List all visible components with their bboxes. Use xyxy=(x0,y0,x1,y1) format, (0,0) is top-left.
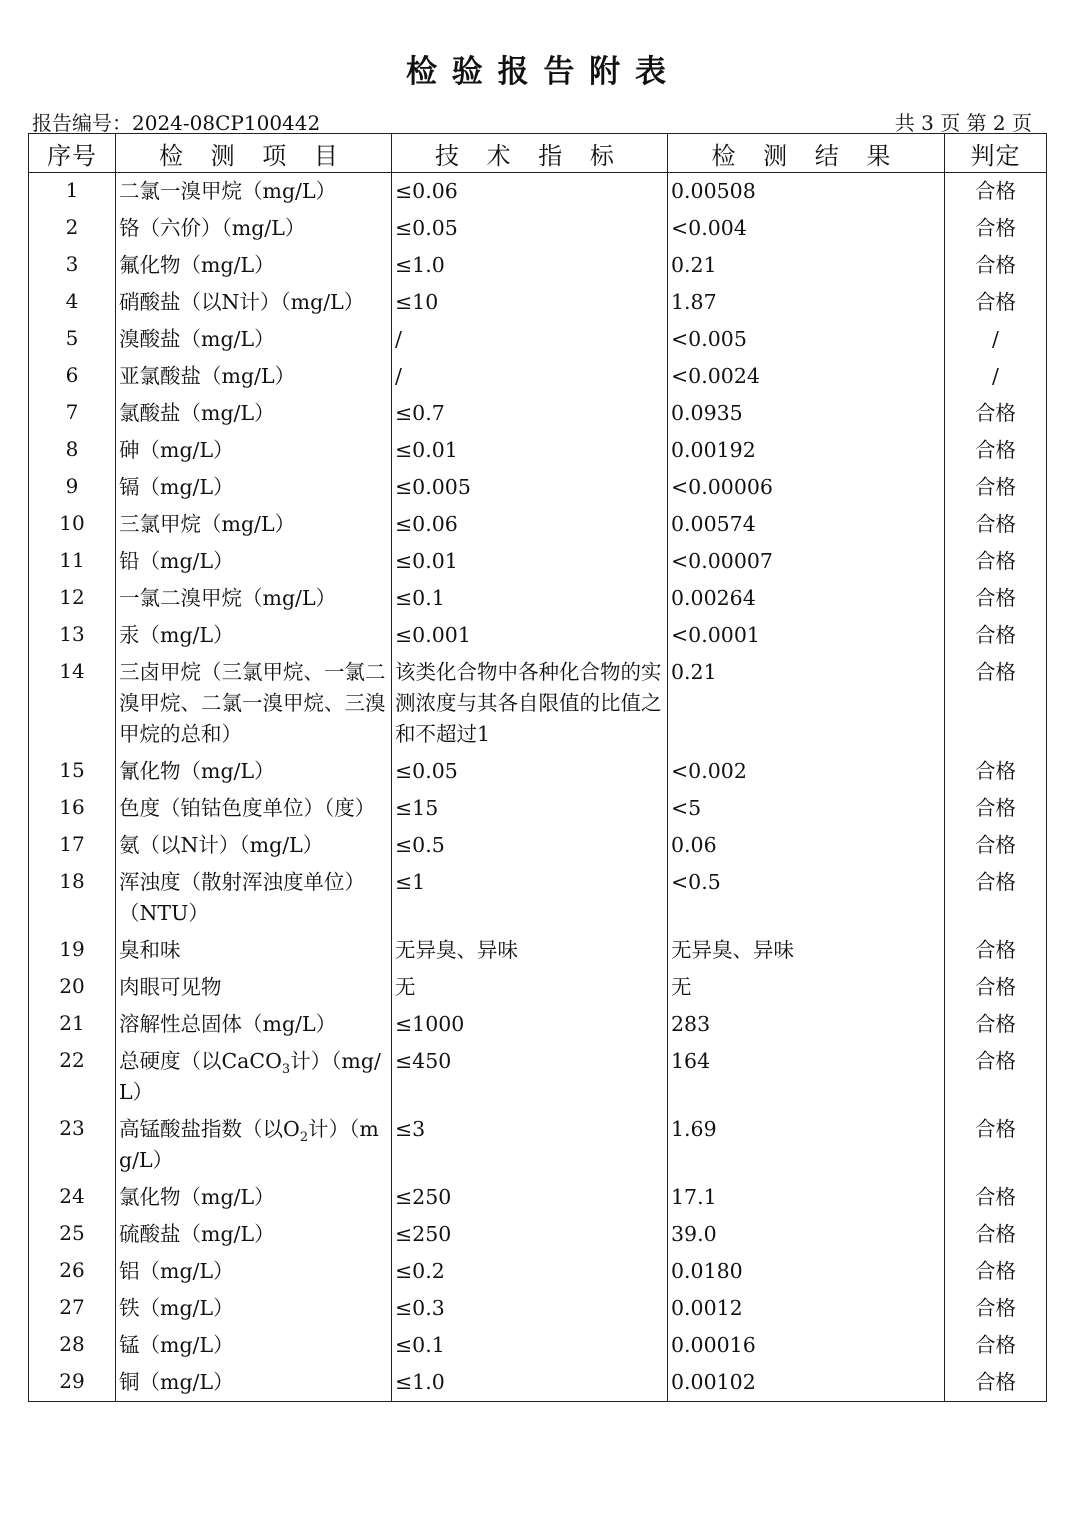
row-seq: 15 xyxy=(29,753,116,790)
row-item: 铁（mg/L） xyxy=(116,1290,392,1327)
row-spec: ≤250 xyxy=(392,1179,668,1216)
row-seq: 13 xyxy=(29,617,116,654)
row-spec: ≤0.005 xyxy=(392,469,668,506)
row-result: <5 xyxy=(668,790,945,827)
row-item-text: 计）（mg/L） xyxy=(119,1117,379,1172)
row-verdict: 合格 xyxy=(945,1043,1047,1111)
row-seq: 14 xyxy=(29,654,116,753)
row-seq: 21 xyxy=(29,1006,116,1043)
row-result: 39.0 xyxy=(668,1216,945,1253)
row-result: <0.00007 xyxy=(668,543,945,580)
header-spec: 技 术 指 标 xyxy=(392,134,668,173)
row-item: 三氯甲烷（mg/L） xyxy=(116,506,392,543)
row-item: 三卤甲烷（三氯甲烷、一氯二溴甲烷、二氯一溴甲烷、三溴甲烷的总和） xyxy=(116,654,392,753)
row-seq: 20 xyxy=(29,969,116,1006)
table-row xyxy=(29,617,1047,654)
row-item: 铅（mg/L） xyxy=(116,543,392,580)
row-item: 铬（六价）（mg/L） xyxy=(116,210,392,247)
table-row xyxy=(29,1179,1047,1216)
row-verdict: 合格 xyxy=(945,932,1047,969)
row-spec: / xyxy=(392,358,668,395)
row-spec: ≤0.06 xyxy=(392,173,668,211)
report-title: 检 验 报 告 附 表 xyxy=(406,54,668,90)
row-item: 氯酸盐（mg/L） xyxy=(116,395,392,432)
row-spec: ≤1 xyxy=(392,864,668,932)
row-spec: ≤1.0 xyxy=(392,247,668,284)
row-seq: 25 xyxy=(29,1216,116,1253)
row-verdict: 合格 xyxy=(945,580,1047,617)
row-seq: 5 xyxy=(29,321,116,358)
row-verdict: 合格 xyxy=(945,1179,1047,1216)
row-spec: ≤0.1 xyxy=(392,580,668,617)
row-seq: 22 xyxy=(29,1043,116,1111)
table-row xyxy=(29,932,1047,969)
row-spec: ≤0.5 xyxy=(392,827,668,864)
row-result: 0.00508 xyxy=(668,173,945,211)
row-spec: ≤0.05 xyxy=(392,753,668,790)
row-item: 砷（mg/L） xyxy=(116,432,392,469)
table-row xyxy=(29,432,1047,469)
row-item: 锰（mg/L） xyxy=(116,1327,392,1364)
row-verdict: 合格 xyxy=(945,617,1047,654)
row-spec: ≤0.05 xyxy=(392,210,668,247)
row-seq: 8 xyxy=(29,432,116,469)
row-seq: 10 xyxy=(29,506,116,543)
row-result: 0.00102 xyxy=(668,1364,945,1402)
row-item xyxy=(116,1043,392,1111)
row-verdict: 合格 xyxy=(945,1364,1047,1402)
row-result: 0.06 xyxy=(668,827,945,864)
row-item: 浑浊度（散射浑浊度单位）（NTU） xyxy=(116,864,392,932)
row-verdict: 合格 xyxy=(945,1111,1047,1179)
row-seq: 1 xyxy=(29,173,116,211)
row-seq: 28 xyxy=(29,1327,116,1364)
row-item: 色度（铂钴色度单位）（度） xyxy=(116,790,392,827)
row-seq: 7 xyxy=(29,395,116,432)
row-result: <0.002 xyxy=(668,753,945,790)
row-verdict: 合格 xyxy=(945,284,1047,321)
row-result: 1.87 xyxy=(668,284,945,321)
row-result: <0.00006 xyxy=(668,469,945,506)
row-verdict: 合格 xyxy=(945,753,1047,790)
row-result: 0.0012 xyxy=(668,1290,945,1327)
row-spec: ≤0.2 xyxy=(392,1253,668,1290)
row-result: 无异臭、异味 xyxy=(668,932,945,969)
report-number: 报告编号：2024-08CP100442 xyxy=(32,111,321,135)
row-item: 一氯二溴甲烷（mg/L） xyxy=(116,580,392,617)
table-row xyxy=(29,358,1047,395)
row-spec: / xyxy=(392,321,668,358)
table-row xyxy=(29,173,1047,211)
row-verdict: 合格 xyxy=(945,1006,1047,1043)
table-row xyxy=(29,827,1047,864)
row-verdict: 合格 xyxy=(945,506,1047,543)
row-verdict: 合格 xyxy=(945,827,1047,864)
table-row xyxy=(29,1111,1047,1179)
row-seq: 11 xyxy=(29,543,116,580)
row-spec: 无 xyxy=(392,969,668,1006)
row-result: 164 xyxy=(668,1043,945,1111)
row-spec: ≤10 xyxy=(392,284,668,321)
row-result: 0.00264 xyxy=(668,580,945,617)
row-result: <0.004 xyxy=(668,210,945,247)
table-row xyxy=(29,654,1047,753)
table-row xyxy=(29,969,1047,1006)
row-seq: 4 xyxy=(29,284,116,321)
row-result: 0.0935 xyxy=(668,395,945,432)
row-item: 汞（mg/L） xyxy=(116,617,392,654)
row-item-text: 高锰酸盐指数（以O xyxy=(119,1117,300,1141)
row-item: 溶解性总固体（mg/L） xyxy=(116,1006,392,1043)
header-seq: 序号 xyxy=(29,134,116,173)
table-row xyxy=(29,1364,1047,1402)
row-verdict: / xyxy=(945,358,1047,395)
row-result: 283 xyxy=(668,1006,945,1043)
row-result: 0.21 xyxy=(668,654,945,753)
row-result: 0.21 xyxy=(668,247,945,284)
row-spec: ≤0.7 xyxy=(392,395,668,432)
row-spec: 无异臭、异味 xyxy=(392,932,668,969)
row-verdict: 合格 xyxy=(945,790,1047,827)
row-seq: 18 xyxy=(29,864,116,932)
row-item: 二氯一溴甲烷（mg/L） xyxy=(116,173,392,211)
row-spec: ≤0.01 xyxy=(392,543,668,580)
row-seq: 9 xyxy=(29,469,116,506)
header-item: 检 测 项 目 xyxy=(116,134,392,173)
row-spec: ≤0.06 xyxy=(392,506,668,543)
table-row xyxy=(29,395,1047,432)
row-spec: ≤0.3 xyxy=(392,1290,668,1327)
table-row xyxy=(29,790,1047,827)
row-result: 无 xyxy=(668,969,945,1006)
row-result: 0.00574 xyxy=(668,506,945,543)
row-item: 硝酸盐（以N计）（mg/L） xyxy=(116,284,392,321)
row-verdict: 合格 xyxy=(945,247,1047,284)
row-seq: 24 xyxy=(29,1179,116,1216)
row-spec: ≤1000 xyxy=(392,1006,668,1043)
row-spec: ≤450 xyxy=(392,1043,668,1111)
row-result: 0.00016 xyxy=(668,1327,945,1364)
row-item: 氯化物（mg/L） xyxy=(116,1179,392,1216)
table-row xyxy=(29,1290,1047,1327)
row-verdict: 合格 xyxy=(945,864,1047,932)
table-row xyxy=(29,864,1047,932)
row-item-subscript: 3 xyxy=(281,1062,291,1078)
row-seq: 6 xyxy=(29,358,116,395)
table-row xyxy=(29,247,1047,284)
row-seq: 12 xyxy=(29,580,116,617)
row-item xyxy=(116,1111,392,1179)
row-item: 亚氯酸盐（mg/L） xyxy=(116,358,392,395)
table-row xyxy=(29,580,1047,617)
row-result: 0.00192 xyxy=(668,432,945,469)
table-row xyxy=(29,210,1047,247)
row-seq: 16 xyxy=(29,790,116,827)
table-row xyxy=(29,1327,1047,1364)
row-spec: ≤0.01 xyxy=(392,432,668,469)
table-row xyxy=(29,1216,1047,1253)
row-result: 17.1 xyxy=(668,1179,945,1216)
table-row xyxy=(29,1253,1047,1290)
row-verdict: 合格 xyxy=(945,432,1047,469)
row-item-subscript: 2 xyxy=(299,1130,309,1146)
row-spec: ≤0.1 xyxy=(392,1327,668,1364)
table-row xyxy=(29,753,1047,790)
table-row xyxy=(29,321,1047,358)
row-verdict: 合格 xyxy=(945,1216,1047,1253)
row-verdict: 合格 xyxy=(945,1327,1047,1364)
row-seq: 26 xyxy=(29,1253,116,1290)
row-item: 氰化物（mg/L） xyxy=(116,753,392,790)
table-row xyxy=(29,469,1047,506)
row-seq: 29 xyxy=(29,1364,116,1402)
table-row xyxy=(29,284,1047,321)
row-seq: 23 xyxy=(29,1111,116,1179)
row-spec: ≤1.0 xyxy=(392,1364,668,1402)
row-spec: 该类化合物中各种化合物的实测浓度与其各自限值的比值之和不超过1 xyxy=(392,654,668,753)
row-spec: ≤3 xyxy=(392,1111,668,1179)
table-row xyxy=(29,506,1047,543)
row-item: 镉（mg/L） xyxy=(116,469,392,506)
row-verdict: 合格 xyxy=(945,969,1047,1006)
row-verdict: 合格 xyxy=(945,654,1047,753)
row-verdict: 合格 xyxy=(945,173,1047,211)
row-item: 溴酸盐（mg/L） xyxy=(116,321,392,358)
row-seq: 3 xyxy=(29,247,116,284)
row-verdict: 合格 xyxy=(945,469,1047,506)
results-table xyxy=(28,133,1047,1402)
row-result: 1.69 xyxy=(668,1111,945,1179)
header-result: 检 测 结 果 xyxy=(668,134,945,173)
row-seq: 17 xyxy=(29,827,116,864)
row-result: <0.005 xyxy=(668,321,945,358)
row-item-text: 计）（mg/L） xyxy=(119,1049,381,1104)
table-row xyxy=(29,1043,1047,1111)
row-verdict: 合格 xyxy=(945,395,1047,432)
row-item: 铝（mg/L） xyxy=(116,1253,392,1290)
row-verdict: 合格 xyxy=(945,1290,1047,1327)
row-seq: 27 xyxy=(29,1290,116,1327)
row-result: <0.0001 xyxy=(668,617,945,654)
row-result: <0.5 xyxy=(668,864,945,932)
row-verdict: / xyxy=(945,321,1047,358)
table-header-row xyxy=(29,134,1047,173)
row-result: 0.0180 xyxy=(668,1253,945,1290)
row-result: <0.0024 xyxy=(668,358,945,395)
header-verdict: 判定 xyxy=(945,134,1047,173)
row-item: 铜（mg/L） xyxy=(116,1364,392,1402)
row-item-text: 总硬度（以CaCO xyxy=(119,1049,282,1073)
row-item: 臭和味 xyxy=(116,932,392,969)
row-verdict: 合格 xyxy=(945,210,1047,247)
row-verdict: 合格 xyxy=(945,1253,1047,1290)
row-seq: 2 xyxy=(29,210,116,247)
row-spec: ≤0.001 xyxy=(392,617,668,654)
row-seq: 19 xyxy=(29,932,116,969)
row-item: 氨（以N计）（mg/L） xyxy=(116,827,392,864)
page-indicator: 共 3 页 第 2 页 xyxy=(894,111,1032,135)
row-item: 硫酸盐（mg/L） xyxy=(116,1216,392,1253)
row-item: 肉眼可见物 xyxy=(116,969,392,1006)
row-verdict: 合格 xyxy=(945,543,1047,580)
table-row xyxy=(29,1006,1047,1043)
table-row xyxy=(29,543,1047,580)
row-spec: ≤15 xyxy=(392,790,668,827)
row-item: 氟化物（mg/L） xyxy=(116,247,392,284)
row-spec: ≤250 xyxy=(392,1216,668,1253)
